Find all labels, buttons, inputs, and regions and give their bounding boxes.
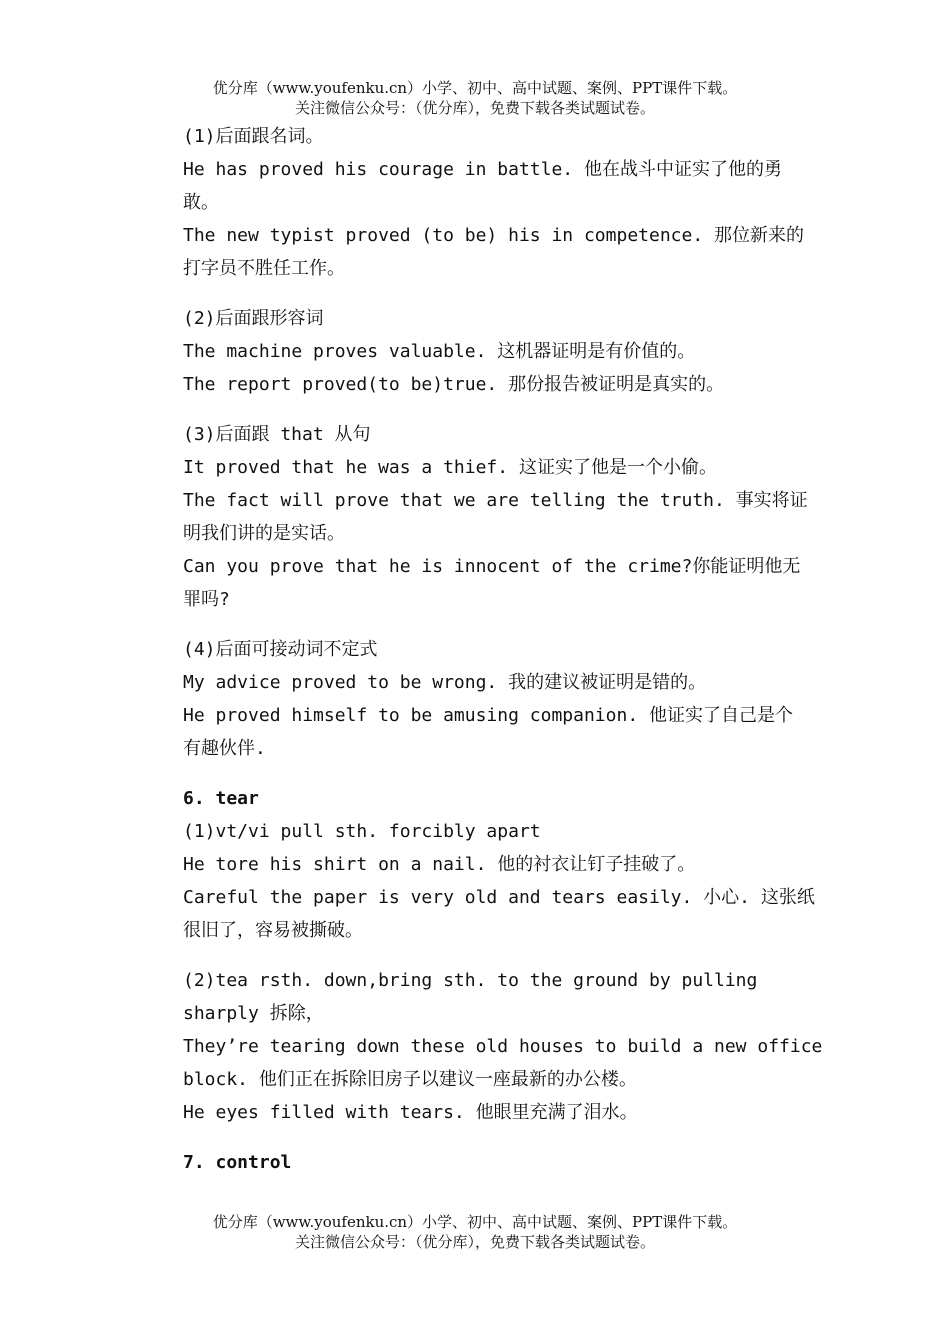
body-line: He tore his shirt on a nail. 他的衬衣让钉子挂破了。 — [183, 854, 696, 875]
body-line: 打字员不胜任工作。 — [183, 258, 345, 279]
body-line: The fact will prove that we are telling the truth. 事实将证 — [183, 490, 808, 511]
subsection-label: (3)后面跟 that 从句 — [183, 424, 371, 445]
body-line: 明我们讲的是实话。 — [183, 523, 345, 544]
body-line: He has proved his courage in battle. 他在战斗中证实了他的勇 — [183, 159, 782, 180]
paragraph-gap — [183, 1129, 843, 1146]
paragraph-gap — [183, 616, 843, 633]
body-line: 有趣伙伴. — [183, 738, 266, 759]
body-line: The machine proves valuable. 这机器证明是有价值的。 — [183, 341, 696, 362]
header-line-2: 关注微信公众号：（优分库），免费下载各类试题试卷。 — [294, 99, 655, 117]
document-body — [183, 120, 843, 1179]
body-line: Can you prove that he is innocent of the crime?你能证明他无 — [183, 556, 801, 577]
subsection-label: (2)后面跟形容词 — [183, 308, 324, 329]
body-line: 罪吗? — [183, 589, 230, 610]
page-header — [0, 78, 950, 118]
body-line: He proved himself to be amusing companion. 他证实了自己是个 — [183, 705, 793, 726]
subsection-label: (4)后面可接动词不定式 — [183, 639, 378, 660]
header-line-1: 优分库（www.youfenku.cn）小学、初中、高中试题、案例、PPT课件下载。 — [212, 79, 738, 97]
section-heading: 6. tear — [183, 788, 259, 809]
subsection-label: (2)tea rsth. down,bring sth. to the ground by pulling — [183, 970, 758, 991]
body-line: block. 他们正在拆除旧房子以建议一座最新的办公楼。 — [183, 1069, 637, 1090]
body-line: My advice proved to be wrong. 我的建议被证明是错的。 — [183, 672, 707, 693]
body-line: It proved that he was a thief. 这证实了他是一个小偷。 — [183, 457, 717, 478]
paragraph-gap — [183, 401, 843, 418]
subsection-label: (1)vt/vi pull sth. forcibly apart — [183, 821, 541, 842]
page-footer — [0, 1212, 950, 1252]
body-line: He eyes filled with tears. 他眼里充满了泪水。 — [183, 1102, 638, 1123]
footer-line-1: 优分库（www.youfenku.cn）小学、初中、高中试题、案例、PPT课件下载。 — [212, 1213, 738, 1231]
paragraph-gap — [183, 765, 843, 782]
subsection-label: (1)后面跟名词。 — [183, 126, 324, 147]
body-line: 敢。 — [183, 192, 219, 213]
body-line: The new typist proved (to be) his in competence. 那位新来的 — [183, 225, 805, 246]
body-line: The report proved(to be)true. 那份报告被证明是真实的。 — [183, 374, 725, 395]
footer-line-2: 关注微信公众号：（优分库），免费下载各类试题试卷。 — [294, 1233, 655, 1251]
body-line: sharply 拆除， — [183, 1003, 324, 1024]
paragraph-gap — [183, 947, 843, 964]
body-line: They’re tearing down these old houses to build a new office — [183, 1036, 823, 1057]
paragraph-gap — [183, 285, 843, 302]
body-line: Careful the paper is very old and tears easily. 小心. 这张纸 — [183, 887, 815, 908]
section-heading: 7. control — [183, 1152, 292, 1173]
body-line: 很旧了，容易被撕破。 — [183, 920, 363, 941]
